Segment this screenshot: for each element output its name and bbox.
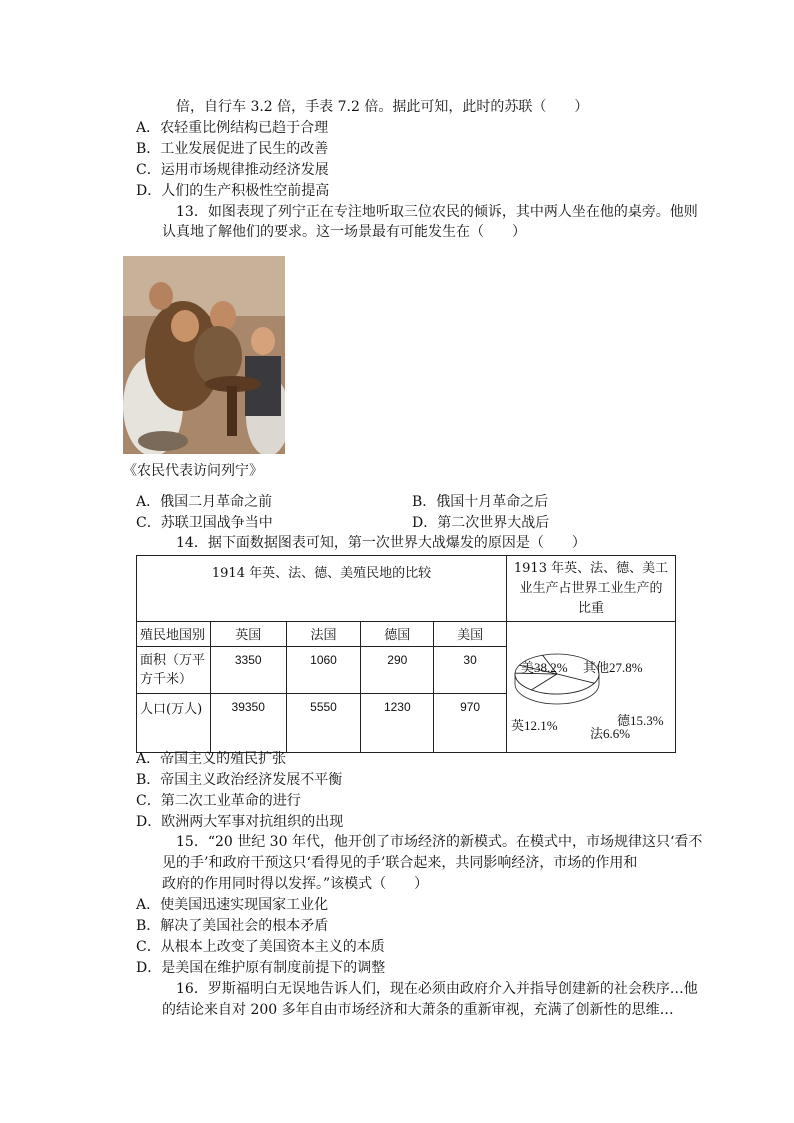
- table-header-cell: 法国: [286, 622, 361, 647]
- pie-label: 其他27.8%: [582, 660, 643, 675]
- row-label-population: 人口(万人): [137, 694, 211, 753]
- table-cell: 3350: [210, 646, 286, 693]
- right-title-line: 比重: [577, 600, 604, 616]
- row-label-line: 面积（万平: [140, 652, 206, 668]
- q13-stem-line1: 13．如图表现了列宁正在专注地听取三位农民的倾诉，其中两人坐在他的桌旁。他则: [176, 204, 698, 220]
- table-cell: 1230: [361, 694, 434, 753]
- lenin-painting-image: [123, 256, 285, 454]
- q15-stem-line1: 15．“20 世纪 30 年代，他开创了市场经济的新模式。在模式中，市场规律这只‘看不: [176, 834, 703, 850]
- table-right-title: [506, 556, 675, 622]
- q14-option-c[interactable]: C．第二次工业革命的进行: [136, 793, 301, 809]
- q13-option-b[interactable]: B．俄国十月革命之后: [412, 494, 549, 510]
- q14-option-b[interactable]: B．帝国主义政治经济发展不平衡: [136, 772, 343, 788]
- q12-option-a[interactable]: A．农轻重比例结构已趋于合理: [136, 120, 329, 136]
- table-header-cell: 美国: [434, 622, 507, 647]
- q12-stem-tail: 倍，自行车 3.2 倍，手表 7.2 倍。据此可知，此时的苏联（ ）: [176, 99, 589, 115]
- table-cell: 1060: [286, 646, 361, 693]
- q16-stem-line2: 的结论来自对 200 多年自由市场经济和大萧条的重新审视，充满了创新性的思维…: [162, 1002, 674, 1018]
- q15-option-c[interactable]: C．从根本上改变了美国资本主义的本质: [136, 939, 385, 955]
- pie-label: 英12.1%: [510, 718, 558, 733]
- q15-stem-line3: 政府的作用同时得以发挥。”该模式（ ）: [162, 876, 429, 892]
- q13-option-d[interactable]: D．第二次世界大战后: [412, 515, 550, 531]
- pie-label: 德15.3%: [616, 713, 664, 728]
- q13-option-a[interactable]: A．俄国二月革命之前: [136, 494, 273, 510]
- right-title-line: 1913 年英、法、德、美工: [513, 560, 669, 576]
- q15-option-d[interactable]: D．是美国在维护原有制度前提下的调整: [136, 960, 386, 976]
- table-header-cell: 殖民地国别: [137, 622, 211, 647]
- table-cell: 5550: [286, 694, 361, 753]
- pie-label: 美38.2%: [520, 660, 568, 675]
- table-cell: 970: [434, 694, 507, 753]
- table-header-cell: 德国: [361, 622, 434, 647]
- table-cell: 30: [434, 646, 507, 693]
- table-cell: 39350: [210, 694, 286, 753]
- painting-illustration: [123, 256, 285, 454]
- q13-option-c[interactable]: C．苏联卫国战争当中: [136, 515, 273, 531]
- table-cell: 290: [361, 646, 434, 693]
- row-label-line: 方千米）: [140, 671, 193, 687]
- right-title-line: 业生产占世界工业生产的: [519, 580, 663, 596]
- q15-stem-line2: 见的手’和政府干预这只‘看得见的手’联合起来，共同影响经济，市场的作用和: [162, 855, 638, 871]
- q14-stem: 14．据下面数据图表可知，第一次世界大战爆发的原因是（ ）: [176, 535, 586, 551]
- pie-label: 法6.6%: [589, 726, 631, 741]
- q15-option-b[interactable]: B．解决了美国社会的根本矛盾: [136, 918, 329, 934]
- row-label-area: [137, 646, 211, 693]
- q16-stem-line1: 16．罗斯福明白无误地告诉人们，现在必须由政府介入并指导创建新的社会秩序…他: [176, 981, 698, 997]
- pie-chart-cell: [506, 622, 675, 753]
- painting-caption: 《农民代表访问列宁》: [123, 463, 263, 479]
- q12-option-d[interactable]: D．人们的生产积极性空前提高: [136, 183, 330, 199]
- colony-comparison-table: [136, 555, 676, 753]
- q15-option-a[interactable]: A．使美国迅速实现国家工业化: [136, 897, 329, 913]
- q12-option-c[interactable]: C．运用市场规律推动经济发展: [136, 162, 329, 178]
- q14-option-a[interactable]: A．帝国主义的殖民扩张: [136, 751, 287, 767]
- q12-option-b[interactable]: B．工业发展促进了民生的改善: [136, 141, 329, 157]
- table-left-title: 1914 年英、法、德、美殖民地的比较: [137, 556, 507, 622]
- q13-stem-line2: 认真地了解他们的要求。这一场景最有可能发生在（ ）: [162, 224, 526, 240]
- q14-option-d[interactable]: D．欧洲两大军事对抗组织的出现: [136, 814, 344, 830]
- table-header-cell: 英国: [210, 622, 286, 647]
- industry-share-pie-chart: [507, 622, 674, 748]
